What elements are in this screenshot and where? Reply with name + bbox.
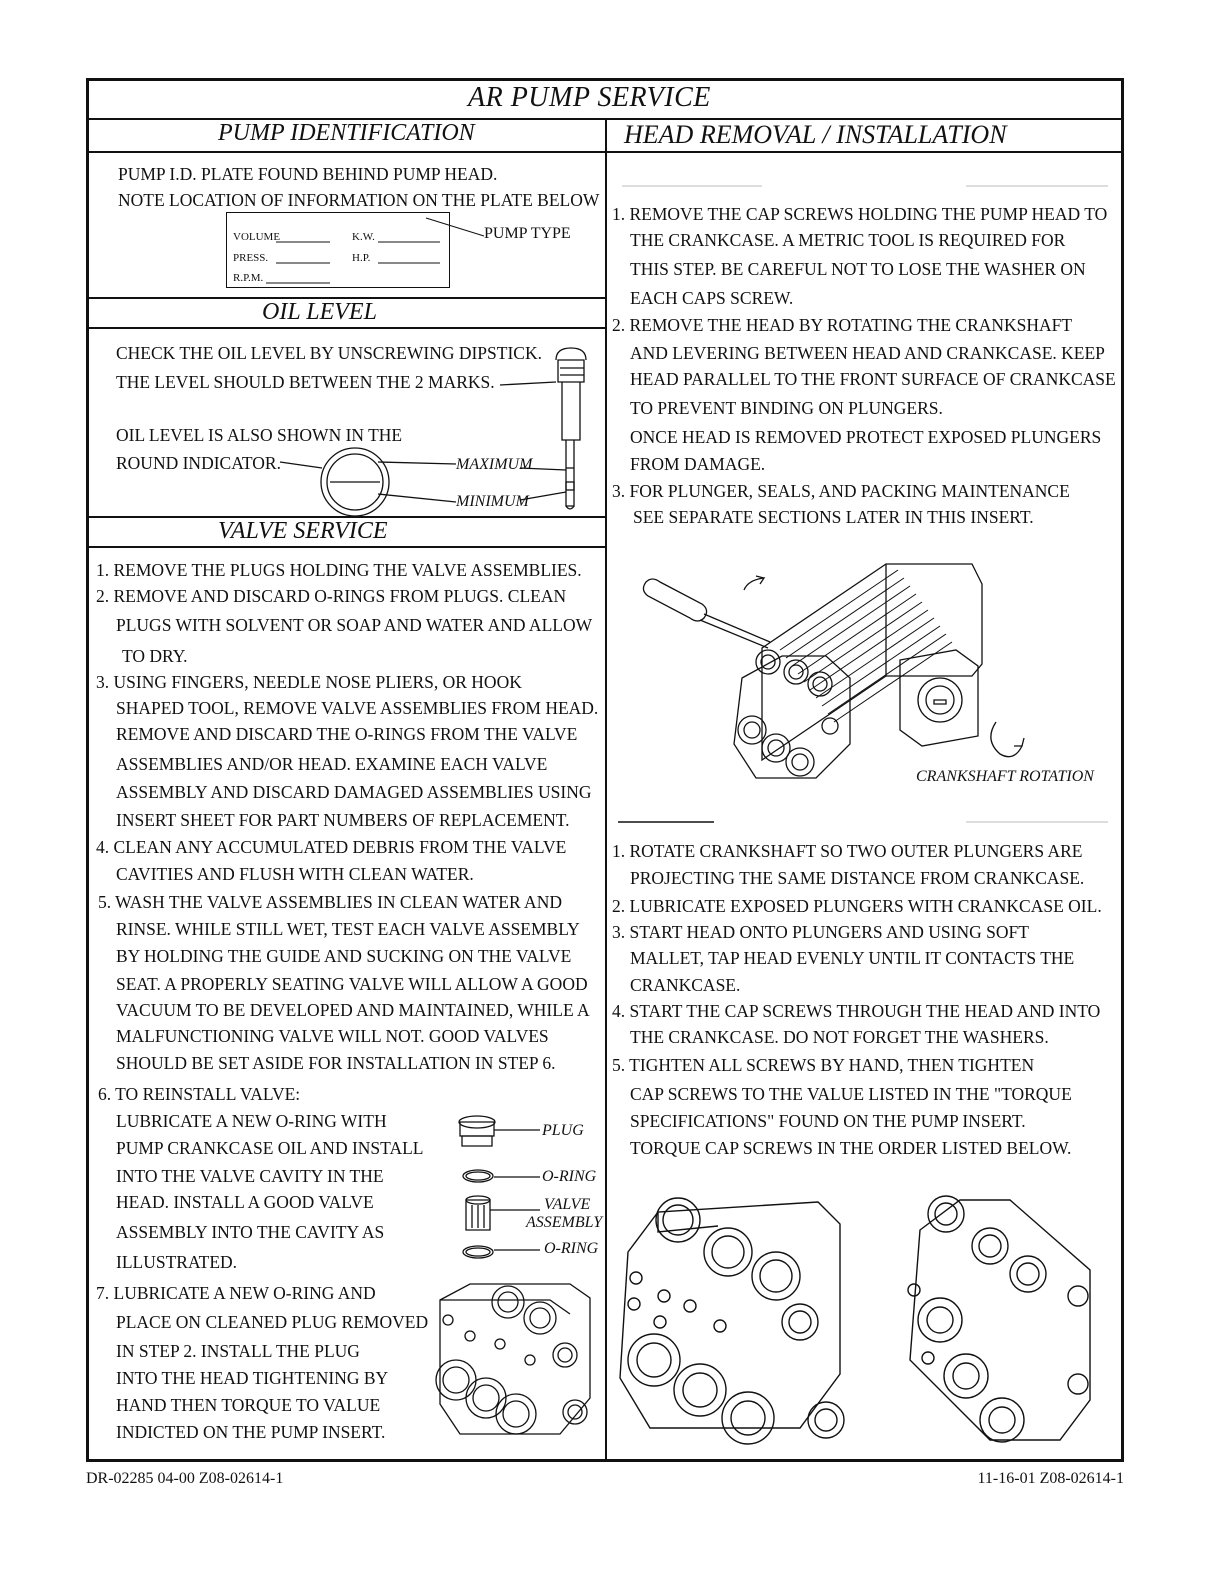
- oil-level-line-1: CHECK THE OIL LEVEL BY UNSCREWING DIPSTICK.: [116, 343, 542, 363]
- valve-line: RINSE. WHILE STILL WET, TEST EACH VALVE ASSEMBLY: [116, 919, 580, 939]
- install-line: 1. ROTATE CRANKSHAFT SO TWO OUTER PLUNGERS ARE: [612, 841, 1083, 861]
- install-line: PROJECTING THE SAME DISTANCE FROM CRANKCASE.: [630, 868, 1085, 888]
- valve-line: ASSEMBLY INTO THE CAVITY AS: [116, 1222, 385, 1242]
- removal-line: ONCE HEAD IS REMOVED PROTECT EXPOSED PLUNGERS: [630, 427, 1102, 447]
- part-plug-label: PLUG: [542, 1122, 584, 1139]
- valve-line: 6. TO REINSTALL VALVE:: [98, 1084, 301, 1104]
- valve-line: INTO THE HEAD TIGHTENING BY: [116, 1368, 389, 1388]
- oil-level-line-4: ROUND INDICATOR.: [116, 453, 281, 473]
- pump-id-line-2: NOTE LOCATION OF INFORMATION ON THE PLATE BELOW: [118, 190, 600, 210]
- removal-line: TO PREVENT BINDING ON PLUNGERS.: [630, 398, 943, 418]
- valve-line: 7. LUBRICATE A NEW O-RING AND: [96, 1283, 376, 1303]
- valve-line: ILLUSTRATED.: [116, 1252, 238, 1272]
- oil-level-heading: OIL LEVEL: [262, 299, 377, 325]
- valve-line: PLUGS WITH SOLVENT OR SOAP AND WATER AND ALLOW: [116, 615, 593, 635]
- part-oring-label-2: O-RING: [544, 1240, 599, 1257]
- valve-line: 4. CLEAN ANY ACCUMULATED DEBRIS FROM THE VALVE: [96, 837, 567, 857]
- part-oring-label-1: O-RING: [542, 1168, 597, 1185]
- install-line: SPECIFICATIONS" FOUND ON THE PUMP INSERT.: [630, 1111, 1026, 1131]
- valve-line: INDICTED ON THE PUMP INSERT.: [116, 1422, 386, 1442]
- removal-line: AND LEVERING BETWEEN HEAD AND CRANKCASE. KEEP: [630, 343, 1105, 363]
- removal-line: HEAD PARALLEL TO THE FRONT SURFACE OF CRANKCASE: [630, 369, 1116, 389]
- removal-line: THIS STEP. BE CAREFUL NOT TO LOSE THE WASHER ON: [630, 259, 1086, 279]
- install-line: MALLET, TAP HEAD EVENLY UNTIL IT CONTACTS THE: [630, 948, 1075, 968]
- valve-line: INSERT SHEET FOR PART NUMBERS OF REPLACEMENT.: [116, 810, 570, 830]
- valve-line: HEAD. INSTALL A GOOD VALVE: [116, 1192, 374, 1212]
- valve-line: 5. WASH THE VALVE ASSEMBLIES IN CLEAN WATER AND: [98, 892, 562, 912]
- install-line: 3. START HEAD ONTO PLUNGERS AND USING SOFT: [612, 922, 1029, 942]
- oil-maximum-label: MAXIMUM: [456, 456, 533, 473]
- valve-line: PLACE ON CLEANED PLUG REMOVED: [116, 1312, 429, 1332]
- footer-right: 11-16-01 Z08-02614-1: [977, 1470, 1124, 1487]
- page-title: AR PUMP SERVICE: [468, 82, 711, 113]
- oil-level-line-3: OIL LEVEL IS ALSO SHOWN IN THE: [116, 425, 403, 445]
- install-line: 5. TIGHTEN ALL SCREWS BY HAND, THEN TIGHTEN: [612, 1055, 1035, 1075]
- install-line: 2. LUBRICATE EXPOSED PLUNGERS WITH CRANKCASE OIL.: [612, 896, 1102, 916]
- valve-line: PUMP CRANKCASE OIL AND INSTALL: [116, 1138, 424, 1158]
- valve-line: VACUUM TO BE DEVELOPED AND MAINTAINED, WHILE A: [116, 1000, 590, 1020]
- plate-hp: H.P.: [352, 252, 371, 264]
- valve-line: MALFUNCTIONING VALVE WILL NOT. GOOD VALVES: [116, 1026, 549, 1046]
- footer-left: DR-02285 04-00 Z08-02614-1: [86, 1470, 284, 1487]
- removal-line: EACH CAPS SCREW.: [630, 288, 794, 308]
- valve-line: TO DRY.: [122, 646, 188, 666]
- install-line: TORQUE CAP SCREWS IN THE ORDER LISTED BELOW.: [630, 1138, 1072, 1158]
- pump-identification-heading: PUMP IDENTIFICATION: [218, 120, 475, 146]
- valve-line: LUBRICATE A NEW O-RING WITH: [116, 1111, 387, 1131]
- install-line: CAP SCREWS TO THE VALUE LISTED IN THE "TORQUE: [630, 1084, 1072, 1104]
- pump-type-label: PUMP TYPE: [484, 225, 571, 242]
- valve-line: IN STEP 2. INSTALL THE PLUG: [116, 1341, 360, 1361]
- plate-kw: K.W.: [352, 231, 375, 243]
- valve-line: SHOULD BE SET ASIDE FOR INSTALLATION IN STEP 6.: [116, 1053, 556, 1073]
- part-assembly-label: ASSEMBLY: [526, 1214, 603, 1231]
- removal-line: SEE SEPARATE SECTIONS LATER IN THIS INSERT.: [633, 507, 1034, 527]
- valve-line: REMOVE AND DISCARD THE O-RINGS FROM THE VALVE: [116, 724, 578, 744]
- plate-press: PRESS.: [233, 252, 269, 264]
- valve-line: 3. USING FINGERS, NEEDLE NOSE PLIERS, OR HOOK: [96, 672, 522, 692]
- plate-volume: VOLUME: [233, 231, 281, 243]
- install-line: 4. START THE CAP SCREWS THROUGH THE HEAD AND INTO: [612, 1001, 1101, 1021]
- head-removal-heading: HEAD REMOVAL / INSTALLATION: [624, 120, 1007, 149]
- valve-line: HAND THEN TORQUE TO VALUE: [116, 1395, 381, 1415]
- crankshaft-rotation-label: CRANKSHAFT ROTATION: [916, 768, 1094, 785]
- valve-line: CAVITIES AND FLUSH WITH CLEAN WATER.: [116, 864, 474, 884]
- valve-line: ASSEMBLY AND DISCARD DAMAGED ASSEMBLIES USING: [116, 782, 592, 802]
- valve-line: 1. REMOVE THE PLUGS HOLDING THE VALVE ASSEMBLIES.: [96, 560, 582, 580]
- valve-line: BY HOLDING THE GUIDE AND SUCKING ON THE VALVE: [116, 946, 572, 966]
- valve-line: 2. REMOVE AND DISCARD O-RINGS FROM PLUGS. CLEAN: [96, 586, 567, 606]
- valve-service-heading: VALVE SERVICE: [218, 518, 388, 544]
- valve-line: ASSEMBLIES AND/OR HEAD. EXAMINE EACH VALVE: [116, 754, 548, 774]
- valve-line: INTO THE VALVE CAVITY IN THE: [116, 1166, 384, 1186]
- oil-level-line-2: THE LEVEL SHOULD BETWEEN THE 2 MARKS.: [116, 372, 495, 392]
- removal-line: 2. REMOVE THE HEAD BY ROTATING THE CRANKSHAFT: [612, 315, 1073, 335]
- removal-line: 1. REMOVE THE CAP SCREWS HOLDING THE PUMP HEAD TO: [612, 204, 1108, 224]
- install-line: THE CRANKCASE. DO NOT FORGET THE WASHERS.: [630, 1027, 1049, 1047]
- removal-line: FROM DAMAGE.: [630, 454, 766, 474]
- removal-line: 3. FOR PLUNGER, SEALS, AND PACKING MAINTENANCE: [612, 481, 1070, 501]
- plate-rpm: R.P.M.: [233, 272, 264, 284]
- install-line: CRANKCASE.: [630, 975, 741, 995]
- valve-line: SEAT. A PROPERLY SEATING VALVE WILL ALLOW A GOOD: [116, 974, 588, 994]
- oil-minimum-label: MINIMUM: [456, 493, 529, 510]
- removal-line: THE CRANKCASE. A METRIC TOOL IS REQUIRED FOR: [630, 230, 1066, 250]
- part-valve-label: VALVE: [544, 1196, 591, 1213]
- valve-line: SHAPED TOOL, REMOVE VALVE ASSEMBLIES FROM HEAD.: [116, 698, 599, 718]
- pump-id-line-1: PUMP I.D. PLATE FOUND BEHIND PUMP HEAD.: [118, 164, 498, 184]
